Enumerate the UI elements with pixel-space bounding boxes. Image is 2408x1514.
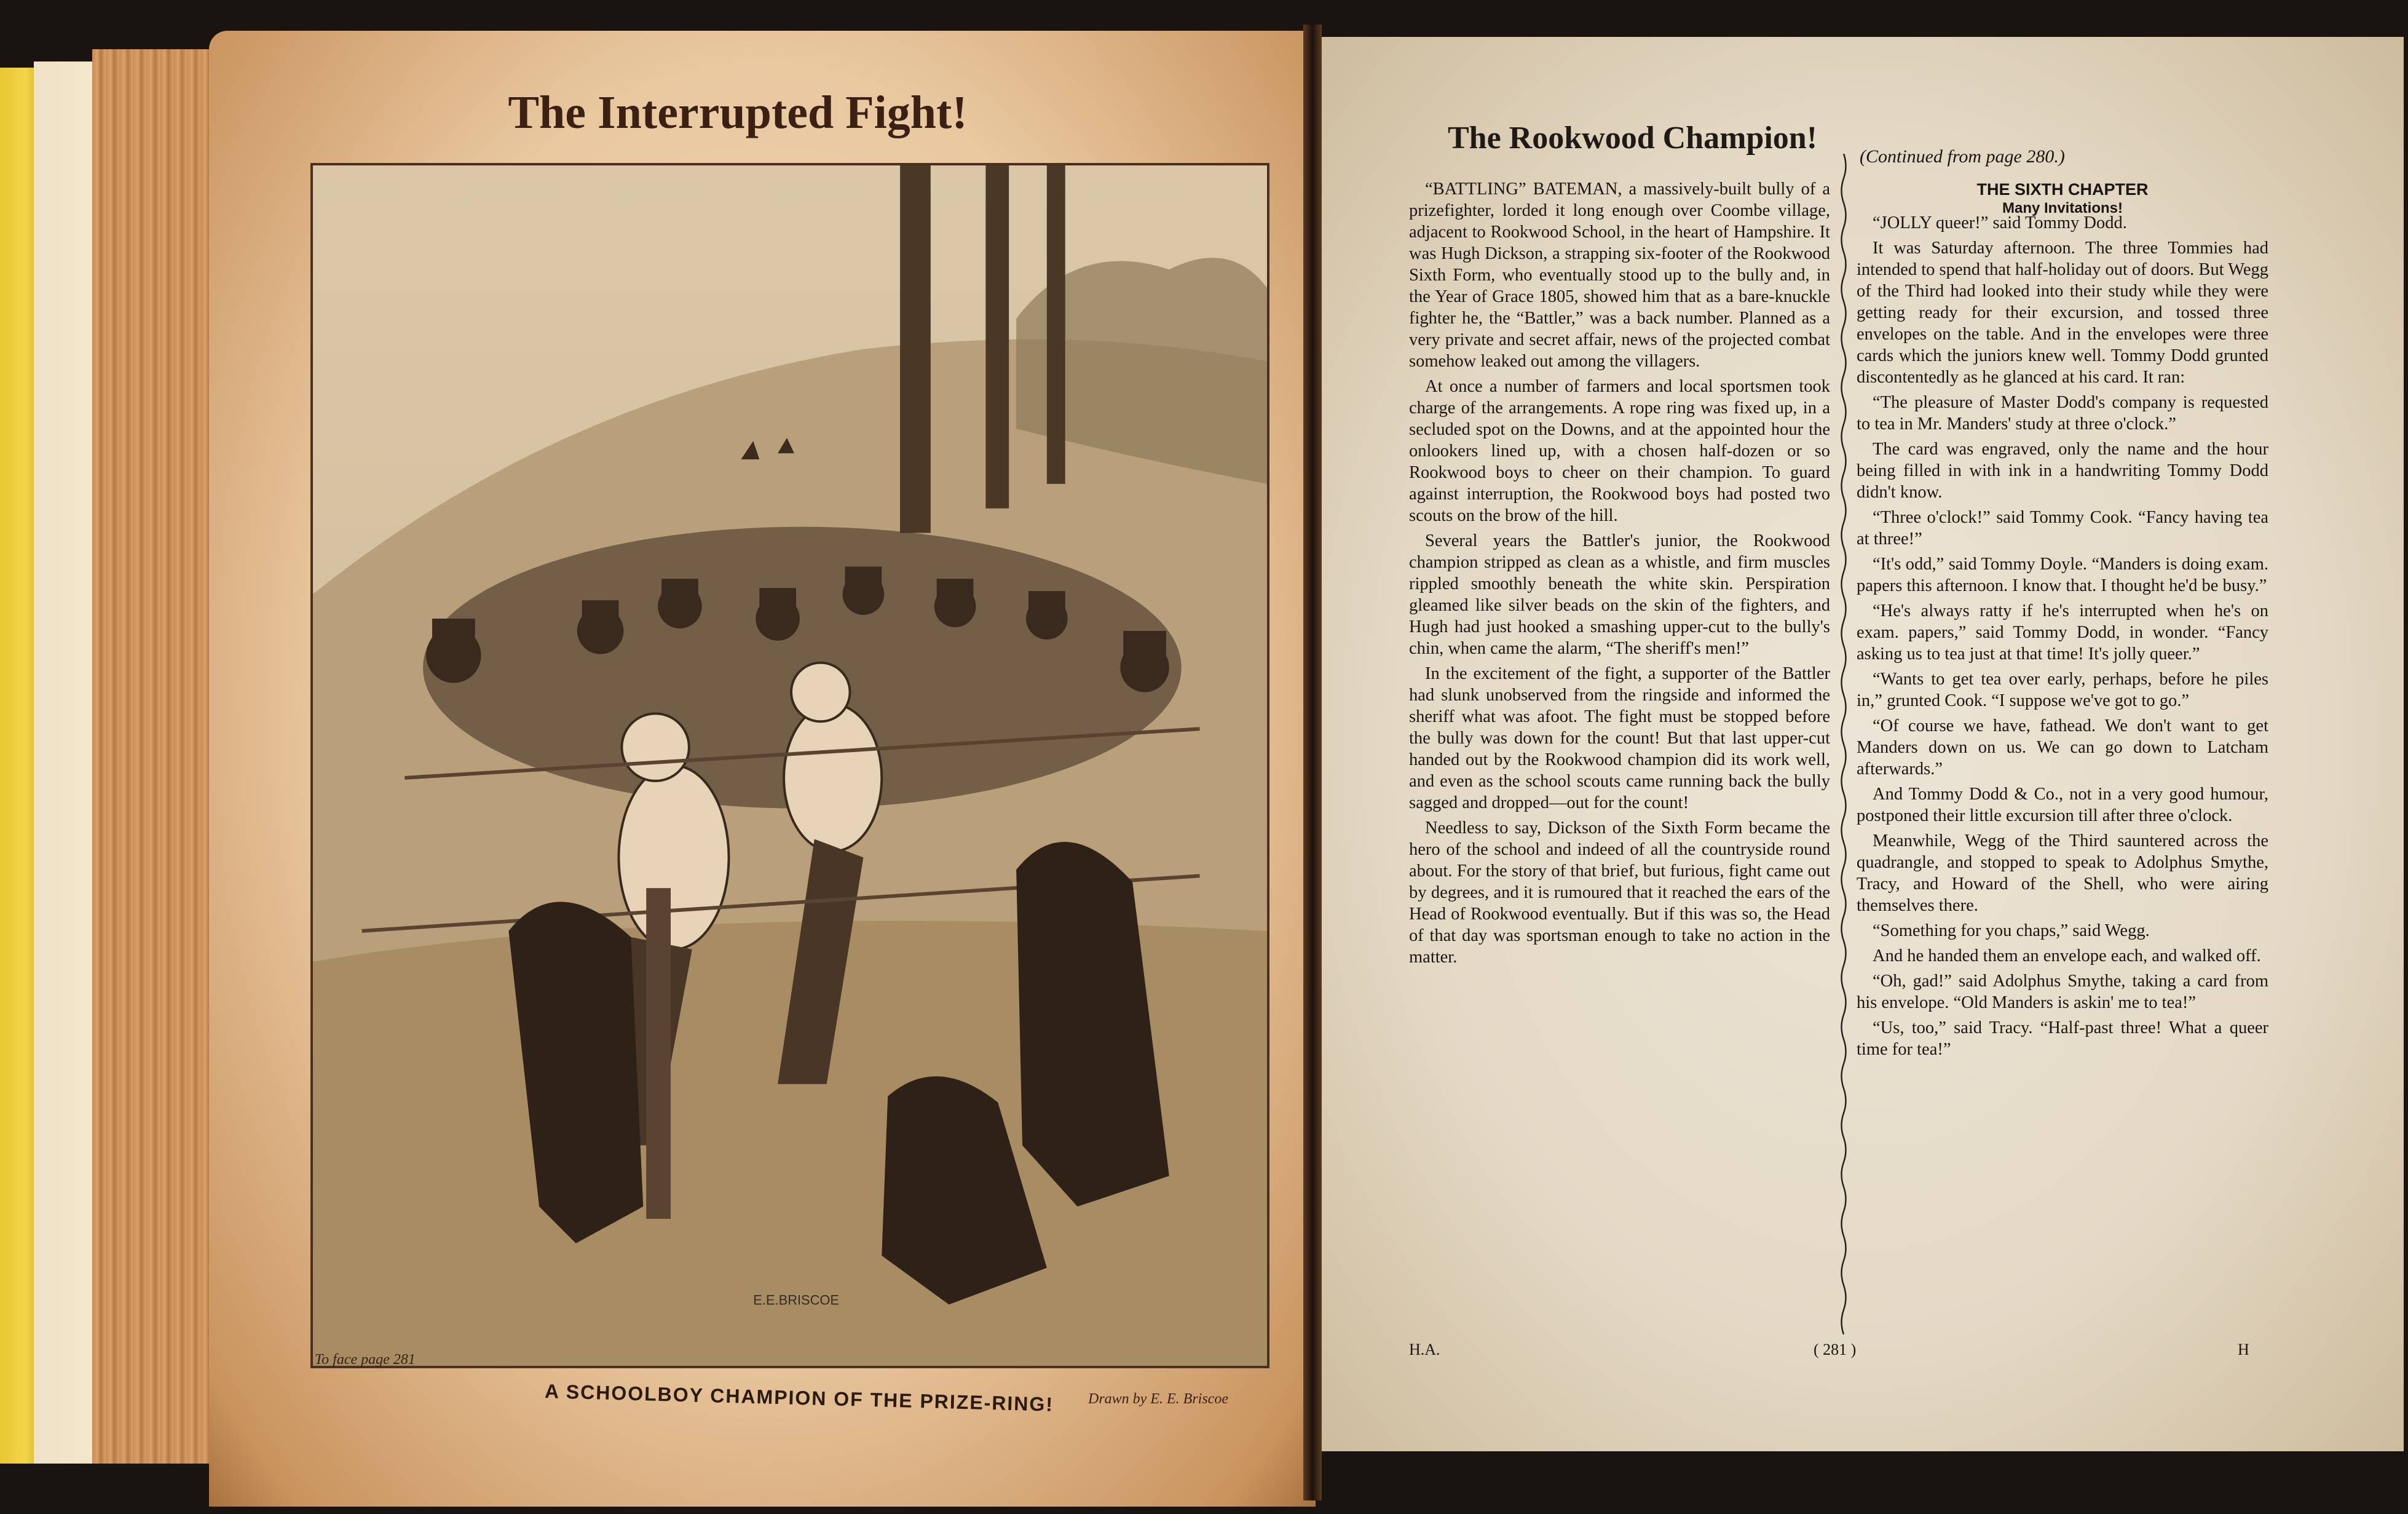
paragraph: “BATTLING” BATEMAN, a massively-built bully of a prizefighter, lorded it long enough over Coombe village, adjacent to Rookwood School, in the heart of Hampshire. It was Hugh Dickson, a strapping six-footer of the Rookwood Sixth Form, who eventually stood up to the bully and, in the Year of Grace 1805, showed him that as a bare-knuckle fighter he, the “Battler,” was a back number. Planned as a very private and secret affair, news of the projected combat somehow leaked out among the villagers.: [1409, 180, 1830, 371]
tree-trunk: [985, 165, 1009, 509]
paragraph: At once a number of farmers and local sportsmen took charge of the arrangements. A rope ring was fixed up, in a secluded spot on the Downs, and at the appointed hour the onlookers lined up, with a chosen half-dozen or so Rookwood boys to cheer on their champion. To guard against interruption, the Rookwood boys had posted two scouts on the brow of the hill.: [1409, 377, 1830, 525]
paragraph: “Of course we have, fathead. We don't want to get Manders down on us. We can go down to Latcham afterwards.”: [1857, 716, 2268, 779]
paragraph: “He's always ratty if he's interrupted when he's on exam. papers,” said Tommy Dodd, in wonder. “Fancy asking us to tea just at that time! It's jolly queer.”: [1857, 601, 2268, 664]
paragraph: Several years the Battler's junior, the Rookwood champion stripped as clean as a whistle, and firm muscles rippled smoothly beneath the white skin. Perspiration gleamed like silver beads on the skin of the fighters, and Hugh had just hooked a smashing upper-cut to the bully's chin, when came the alarm, “The sheriff's men!”: [1409, 531, 1830, 658]
tree-trunk: [900, 165, 931, 533]
fight-illustration: [310, 163, 1269, 1368]
paragraph: It was Saturday afternoon. The three Tommies had intended to spend that half-holiday out of doors. But Wegg of the Third had looked into their study while they were getting ready for their excursion, and tossed three envelopes on the table. And in the envelopes were three cards which the juniors knew well. Tommy Dodd grunted discontentedly as he glanced at his card. It ran:: [1857, 239, 2268, 387]
illustration-signature: E.E.BRISCOE: [753, 1292, 840, 1308]
paragraph: “JOLLY queer!” said Tommy Dodd.: [1873, 213, 2127, 232]
paragraph: “Three o'clock!” said Tommy Cook. “Fancy having tea at three!”: [1857, 508, 2268, 549]
paragraph: The card was engraved, only the name and the hour being filled in with ink in a handwriting Tommy Dodd didn't know.: [1857, 440, 2268, 502]
footer-left: H.A.: [1409, 1341, 1440, 1358]
paragraph: “Oh, gad!” said Adolphus Smythe, taking a card from his envelope. “Old Manders is askin' me to tea!”: [1857, 972, 2268, 1012]
paragraph: “The pleasure of Master Dodd's company is requested to tea in Mr. Manders' study at three o'clock.”: [1857, 393, 2268, 434]
paragraph: Needless to say, Dickson of the Sixth Form became the hero of the school and indeed of all the countryside round about. For the story of that brief, but furious, fight came out by degrees, and it is rumoured that it reached the ears of the Head of Rookwood eventually. But if this was so, the Head of that day was sportsman enough to take no action in the matter.: [1409, 818, 1830, 967]
ring-post: [646, 888, 671, 1219]
paragraph: In the excitement of the fight, a supporter of the Battler had slunk unobserved from the ringside and informed the sheriff what was afoot. The fight must be stopped before the bully was down for the count! But that last upper-cut handed out by the Rookwood champion did its work well, and even as the school scouts came running back the bully sagged and dropped—out for the count!: [1409, 664, 1830, 812]
face-page-note: To face page 281: [315, 1352, 416, 1368]
paragraph: And Tommy Dodd & Co., not in a very good humour, postponed their little excursion till after three o'clock.: [1857, 785, 2268, 825]
article-column-right: [1857, 212, 2268, 1064]
paragraph: “Us, too,” said Tracy. “Half-past three! What a queer time for tea!”: [1857, 1018, 2268, 1059]
paragraph: Meanwhile, Wegg of the Third sauntered across the quadrangle, and stopped to speak to Adolphus Smythe, Tracy, and Howard of the Shell, who were airing themselves there.: [1857, 831, 2268, 915]
paragraph: “It's odd,” said Tommy Doyle. “Manders is doing exam. papers this afternoon. I know that. I thought he'd be busy.”: [1857, 555, 2268, 595]
paragraph: “Wants to get tea over early, perhaps, before he piles in,” grunted Cook. “I suppose we've got to go.”: [1857, 670, 2268, 710]
article-column-left: [1409, 178, 1830, 972]
wavy-column-rule: [1839, 154, 1848, 1334]
plate-caption: A SCHOOLBOY CHAMPION OF THE PRIZE-RING!: [544, 1380, 1054, 1416]
footer-right: H: [2238, 1341, 2249, 1358]
plate-title: The Interrupted Fight!: [508, 87, 968, 138]
tree-trunk: [1047, 165, 1065, 484]
continued-note: (Continued from page 280.): [1860, 146, 2065, 167]
paragraph: “Something for you chaps,” said Wegg.: [1873, 921, 2150, 940]
page-number: ( 281 ): [1814, 1341, 1857, 1358]
article-title: The Rookwood Champion!: [1448, 121, 1818, 156]
chapter-heading: THE SIXTH CHAPTER: [1976, 180, 2149, 199]
paragraph: And he handed them an envelope each, and walked off.: [1873, 946, 2261, 965]
illustration-drawing: [313, 165, 1267, 1366]
book-gutter: [1303, 25, 1322, 1500]
artist-credit: Drawn by E. E. Briscoe: [1088, 1391, 1228, 1407]
chapter-subheading: Many Invitations!: [2002, 200, 2123, 216]
